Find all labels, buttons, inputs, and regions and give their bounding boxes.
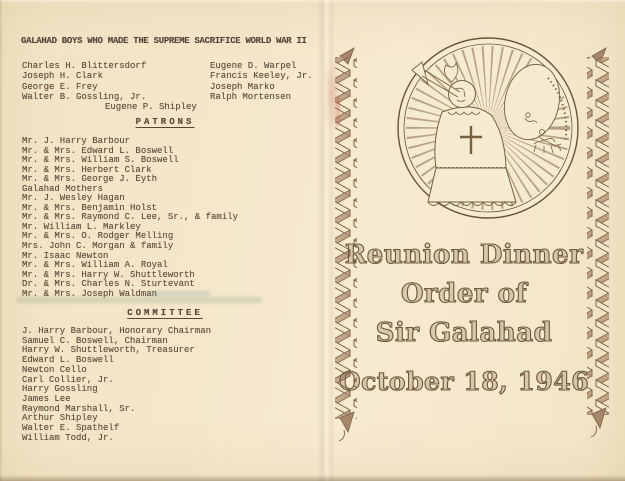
memorial-name: Walter B. Gossling, Jr. xyxy=(22,92,147,103)
patron-name: Mr. & Mrs. Edward L. Boswell xyxy=(22,145,174,156)
cover-title-line: October 18, 1946 xyxy=(338,367,590,396)
memorial-column-1 xyxy=(22,61,146,103)
patron-name: Mrs. John C. Morgan & family xyxy=(22,241,174,252)
patron-name: Mr. & Mrs. Herbert Clark xyxy=(22,164,152,175)
committee-member: Harry Gossling xyxy=(22,384,98,395)
committee-member: Arthur Shipley xyxy=(22,413,98,424)
cover-title-line: Sir Galahad xyxy=(375,318,553,348)
patron-name: Mr. & Mrs. William S. Boswell xyxy=(22,155,179,166)
red-streak xyxy=(336,96,340,126)
committee-member: Raymond Marshall, Sr. xyxy=(22,403,136,414)
patron-name: Mr. & Mrs. Joseph Waldman xyxy=(22,288,158,299)
memorial-column-2 xyxy=(210,61,313,103)
patron-name: Mr. & Mrs. Harry W. Shuttleworth xyxy=(22,269,195,280)
bottom-edge-shadow xyxy=(0,475,625,481)
patron-name: Dr. & Mrs. Charles N. Sturtevant xyxy=(22,279,195,290)
patrons-list xyxy=(22,137,238,299)
cover-title-line: Reunion Dinner xyxy=(344,240,584,270)
committee-member: Newton Cello xyxy=(22,364,87,375)
memorial-name: Joseph Marko xyxy=(210,81,275,92)
memorial-name: Ralph Mortensen xyxy=(210,92,292,103)
cover-title-line: Order of xyxy=(400,279,528,309)
committee-title: COMMITTEE xyxy=(127,308,203,318)
memorial-name: Joseph H. Clark xyxy=(22,71,104,82)
patron-name: Mr. & Mrs. Raymond C. Lee, Sr., & family xyxy=(22,212,239,223)
memorial-centered-name: Eugene P. Shipley xyxy=(105,102,197,112)
memorial-name: George E. Frey xyxy=(22,81,98,92)
patrons-title: PATRONS xyxy=(135,117,195,127)
patron-name: Mr. J. Wesley Hagan xyxy=(22,193,125,204)
committee-member: Walter E. Spathelf xyxy=(22,423,120,434)
memorial-name: Charles H. Blittersdorf xyxy=(22,61,147,71)
committee-member: Carl Collier, Jr. xyxy=(22,374,114,385)
green-smudge xyxy=(16,297,262,303)
patron-name: Mr. & Mrs. William A. Royal xyxy=(22,260,168,271)
committee-member: Harry W. Shuttleworth, Treasurer xyxy=(22,345,195,356)
memorial-title: GALAHAD BOYS WHO MADE THE SUPREME SACRIFICE WORLD WAR II xyxy=(21,36,307,46)
patron-name: Mr. J. Harry Barbour xyxy=(22,136,131,146)
patron-name: Mr. & Mrs. George J. Eyth xyxy=(22,174,158,185)
committee-member: Samuel C. Boswell, Chairman xyxy=(22,335,168,346)
patron-name: Mr. & Mrs. Benjamin Holst xyxy=(22,202,158,213)
teal-smudge xyxy=(148,291,210,296)
top-edge-highlight xyxy=(0,0,625,3)
committee-member: Edward L. Boswell xyxy=(22,355,114,366)
committee-member: J. Harry Barbour, Honorary Chairman xyxy=(22,326,212,336)
patron-name: Mr. & Mrs. O. Rodger Melling xyxy=(22,231,174,242)
galahad-medallion-icon xyxy=(398,38,578,218)
patron-name: Mr. Isaac Newton xyxy=(22,250,109,261)
patron-name: Mr. William L. Markley xyxy=(22,221,141,232)
patron-name: Galahad Mothers xyxy=(22,183,104,194)
cover-title xyxy=(336,236,592,401)
committee-member: James Lee xyxy=(22,393,71,404)
left-edge-shadow xyxy=(0,0,3,481)
committee-list xyxy=(22,327,211,443)
memorial-name: Eugene D. Warpel xyxy=(210,61,297,71)
committee-member: William Todd, Jr. xyxy=(22,432,114,443)
memorial-name: Francis Keeley, Jr. xyxy=(210,71,313,82)
